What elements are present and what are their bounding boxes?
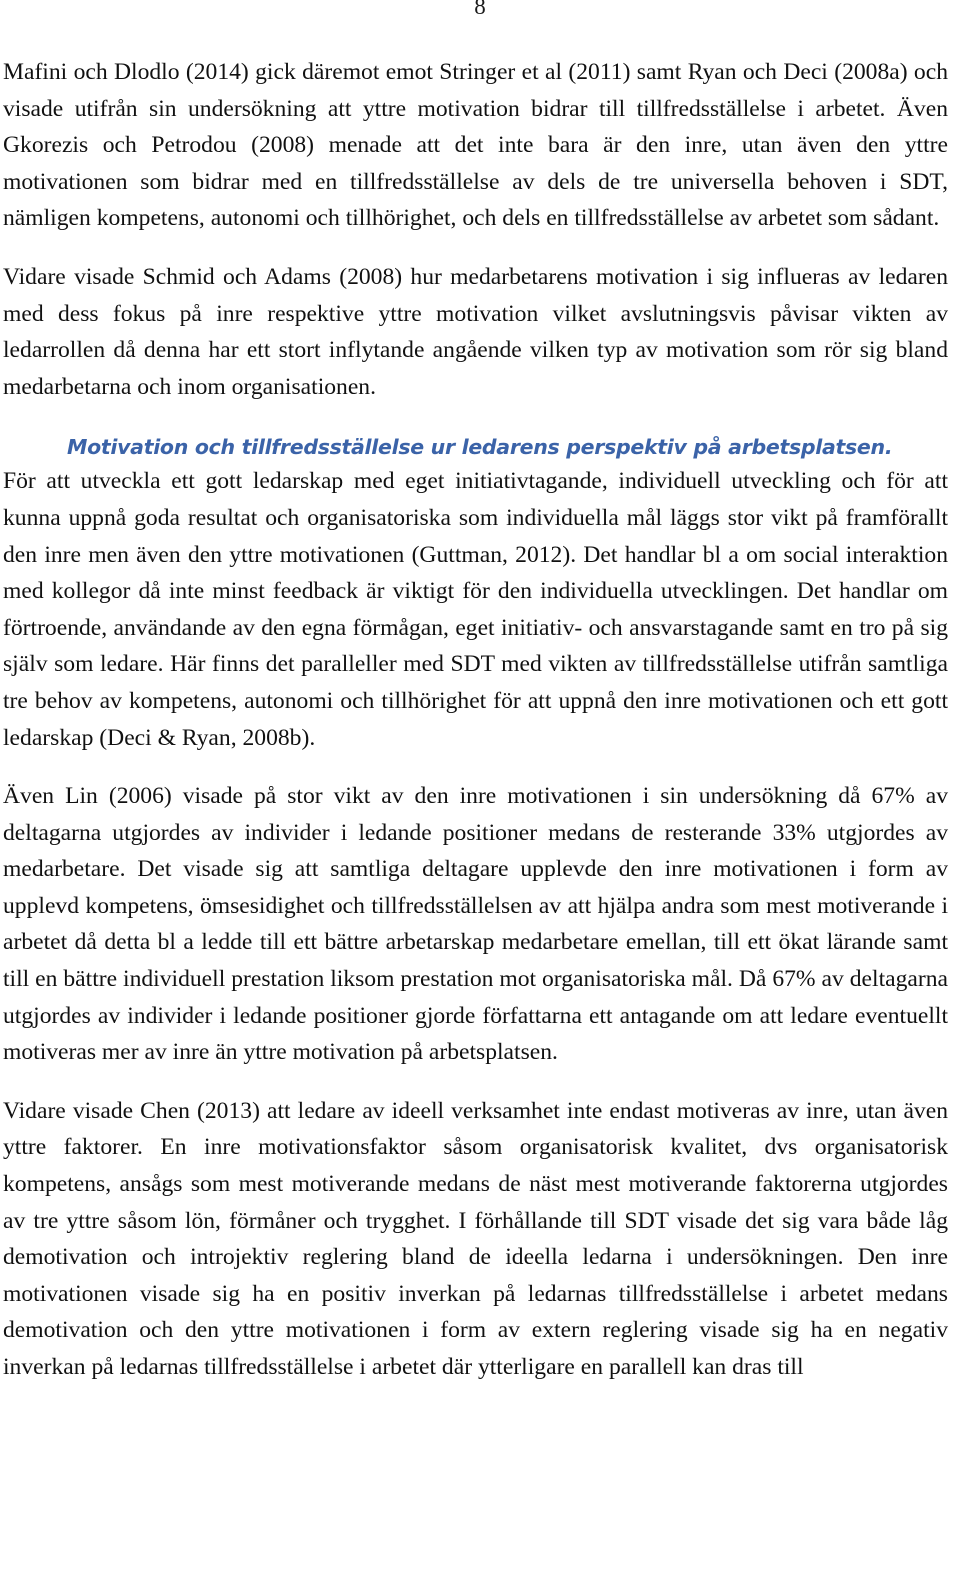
page-number: 8 xyxy=(474,0,486,19)
section-heading: Motivation och tillfredsställelse ur ledarens perspektiv på arbetsplatsen. xyxy=(67,435,893,460)
paragraph-lin: Även Lin (2006) visade på stor vikt av den inre motivationen i sin undersökning då 67% av deltagarna utgjordes av individer i ledande positioner medans de resterande 33% utgjordes av medarbetare. Det visade sig att samtliga deltagare upplevde den inre motivationen i form av upplevd kompetens, ömsesidighet och tillfredsställelsen av att hjälpa andra som mest motiverande i arbetet då detta bl a ledde till ett bättre arbetarskap medarbetare emellan, till ett ökat lärande samt till en bättre individuell prestation liksom prestation mot organisatoriska mål. Då 67% av deltagarna utgjordes av individer i ledande positioner gjorde författarna ett antagande om att ledare eventuellt motiveras mer av inre än yttre motivation på arbetsplatsen. xyxy=(3,783,948,1066)
document-body xyxy=(3,54,948,1386)
paragraph-mafini: Mafini och Dlodlo (2014) gick däremot emot Stringer et al (2011) samt Ryan och Deci (2008a) och visade utifrån sin undersökning att yttre motivation bidrar till tillfredsställelse i arbetet. Även Gkorezis och Petrodou (2008) menade att det inte bara är den inre, utan även den yttre motivationen som bidrar med en tillfredsställelse av dels de tre universella behoven i SDT, nämligen kompetens, autonomi och tillhörighet, och dels en tillfredsställelse av arbetet som sådant. xyxy=(3,59,948,232)
paragraph-chen: Vidare visade Chen (2013) att ledare av ideell verksamhet inte endast motiveras av inre, utan även yttre faktorer. En inre motivationsfaktor såsom organisatorisk kvalitet, dvs organisatorisk kompetens, ansågs som mest motiverande medans de näst mest motiverande faktorerna utgjordes av tre yttre såsom lön, förmåner och trygghet. I förhållande till SDT visade det sig vara både låg demotivation och introjektiv reglering bland de ideella ledarna i undersökningen. Den inre motivationen visade sig ha en positiv inverkan på ledarnas tillfredsställelse i arbetet medans demotivation och den yttre motivationen i form av extern reglering visade sig ha en negativ inverkan på ledarnas tillfredsställelse i arbetet där ytterligare en parallell kan dras till xyxy=(3,1097,948,1380)
paragraph-guttman: För att utveckla ett gott ledarskap med eget initiativtagande, individuell utveckling och för att kunna uppnå goda resultat och organisatoriska som individuella mål läggs stor vikt på framförallt den inre men även den yttre motivationen (Guttman, 2012). Det handlar bl a om social interaktion med kollegor då inte minst feedback är viktigt för den individuella utvecklingen. Det handlar om förtroende, användande av den egna förmågan, eget initiativ- och ansvarstagande samt en tro på sig själv som ledare. Här finns det paralleller med SDT med vikten av tillfredsställelse utifrån samtliga tre behov av kompetens, autonomi och tillhörighet för att uppnå den inre motivationen och ett gott ledarskap (Deci & Ryan, 2008b). xyxy=(3,468,948,751)
paragraph-schmid: Vidare visade Schmid och Adams (2008) hur medarbetarens motivation i sig influeras av ledaren med dess fokus på inre respektive yttre motivation vilket avslutningsvis påvisar vikten av ledarrollen då denna har ett stort inflytande angående vilken typ av motivation som rör sig bland medarbetarna och inom organisationen. xyxy=(3,263,948,400)
